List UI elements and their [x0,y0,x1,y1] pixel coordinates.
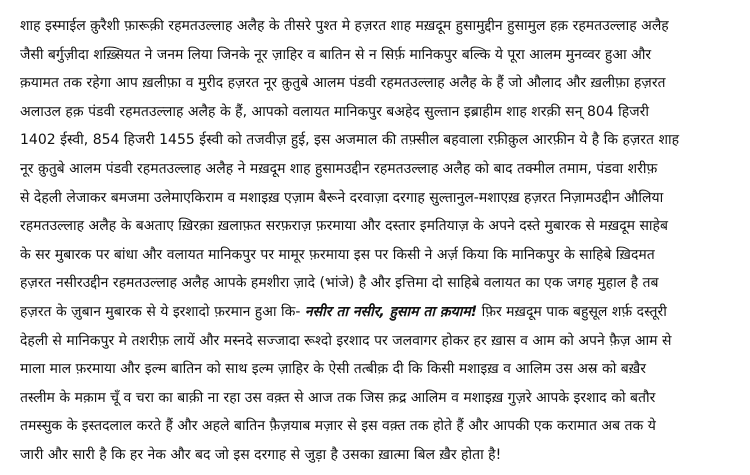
text-line [20,155,730,184]
line-text: रहमतउल्लाह अलैह के बअताए ख़िरक़ा ख़लाफ़त सरफ़राज़ फ़रमाया और दस्तार इमतियाज़ के अपने दस्ते मुबारक से मख़दूम साहेब [20,218,668,235]
text-line [20,184,730,213]
line-text: हज़रत के ज़ुबान मुबारक से ये इरशादो फ़रमान हुआ कि- [20,303,301,320]
line-text: माला माल फ़रमाया और इल्म बातिन को साथ इल्म ज़ाहिर के ऐसी तत्बीक़ दी कि किसी मशाइख़ व आलिम उस अस्र को बख़ैर [20,361,646,378]
text-line [20,412,730,441]
line-text: अलाउल हक़ पंडवी रहमतउल्लाह अलैह के हैं, आपको वलायत मानिकपुर बअहेद सुल्तान इब्राहीम शाह शरक़ी सन् 804 हिजरी [20,103,649,120]
text-line [20,441,730,470]
text-line [20,269,730,298]
line-text: जारी और सारी है कि हर नेक और बद जो इस दरगाह से जुड़ा है उसका ख़ात्मा बिल ख़ैर होता है! [20,446,502,463]
line-text: के सर मुबारक पर बांधा और वलायत मानिकपुर पर मामूर फ़रमाया इस पर किसी ने अर्ज़ किया कि मानिकपुर के साहिबे ख़िदमत [20,246,655,263]
line-text: क़यामत तक रहेगा आप ख़लीफ़ा व मुरीद हज़रत नूर क़ुतुबे आलम पंडवी रहमतउल्लाह अलैह के हैं जो औलाद और ख़लीफ़ा हज़रत [20,75,666,92]
line-text: देहली से मानिकपुर मे तशरीफ़ लायें और मस्नदे सज्जादा रूश्दो इरशाद पर जलवागर होकर हर ख़ास व आम को अपने फ़ैज़ आम से [20,332,672,349]
line-text-after: फ़िर मख़दूम पाक बहुसूल शर्फ़ दस्तूरी [481,303,667,320]
line-text: नूर क़ुतुबे आलम पंडवी रहमतउल्लाह अलैह ने मख़दूम शाह हुसामउद्दीन रहमतउल्लाह अलैह को बाद तक्मील तमाम, पंडवा शरीफ़ [20,160,658,177]
text-line [20,126,730,155]
text-line [20,41,730,70]
text-line [20,384,730,413]
line-text: तमस्सुक के इस्तदलाल करते हैं और अहले बातिन फ़ैज़याब मज़ार से इस वक़्त तक होते हैं और आपकी एक करामात अब तक ये [20,418,656,435]
text-line [20,298,730,327]
text-line [20,69,730,98]
text-line [20,98,730,127]
text-line [20,327,730,356]
text-line [20,241,730,270]
text-line [20,355,730,384]
line-text: से देहली लेजाकर बमजमा उलेमाएकिराम व मशाइख़ एज़ाम बैरूने दरवाज़ा दरगाह सुल्तानुल-मशाएख़ हज़रत निज़ामउद्दीन औलिया [20,189,664,206]
quoted-saying: नसीर ता नसीर, हुसाम ता क़याम! [304,303,478,320]
line-text: जैसी बर्गुज़ीदा शख़्सियत ने जनम लिया जिनके नूर ज़ाहिर व बातिन से न सिर्फ़ मानिकपुर बल्कि ये पूरा आलम मुनव्वर हुआ और [20,46,652,63]
text-line [20,212,730,241]
line-text: 1402 ईस्वी, 854 हिजरी 1455 ईस्वी को तजवीज़ हुई, इस अजमाल की तफ़्सील बहवाला रफ़ीक़ुल आरफ़ीन ये है कि हज़रत शाह [20,132,680,149]
text-line [20,12,730,41]
line-text: हज़रत नसीरउद्दीन रहमतउल्लाह अलैह आपके हमशीरा ज़ादे (भांजे) है और इत्तिमा दो साहिबे वलायत का एक जगह मुहाल है तब [20,275,659,292]
line-text: शाह इस्माईल क़ुरैशी फ़ारूक़ी रहमतउल्लाह अलैह के तीसरे पुश्त मे हज़रत शाह मख़दूम हुसामुद्दीन हुसामुल हक़ रहमतउल्लाह अलैह [20,18,669,34]
line-text: तस्लीम के मक़ाम चूँ व चरा का बाक़ी ना रहा उस वक़्त से आज तक जिस क़द्र आलिम व मशाइख़ गुज़रे आपके इरशाद को बतौर [20,389,656,406]
